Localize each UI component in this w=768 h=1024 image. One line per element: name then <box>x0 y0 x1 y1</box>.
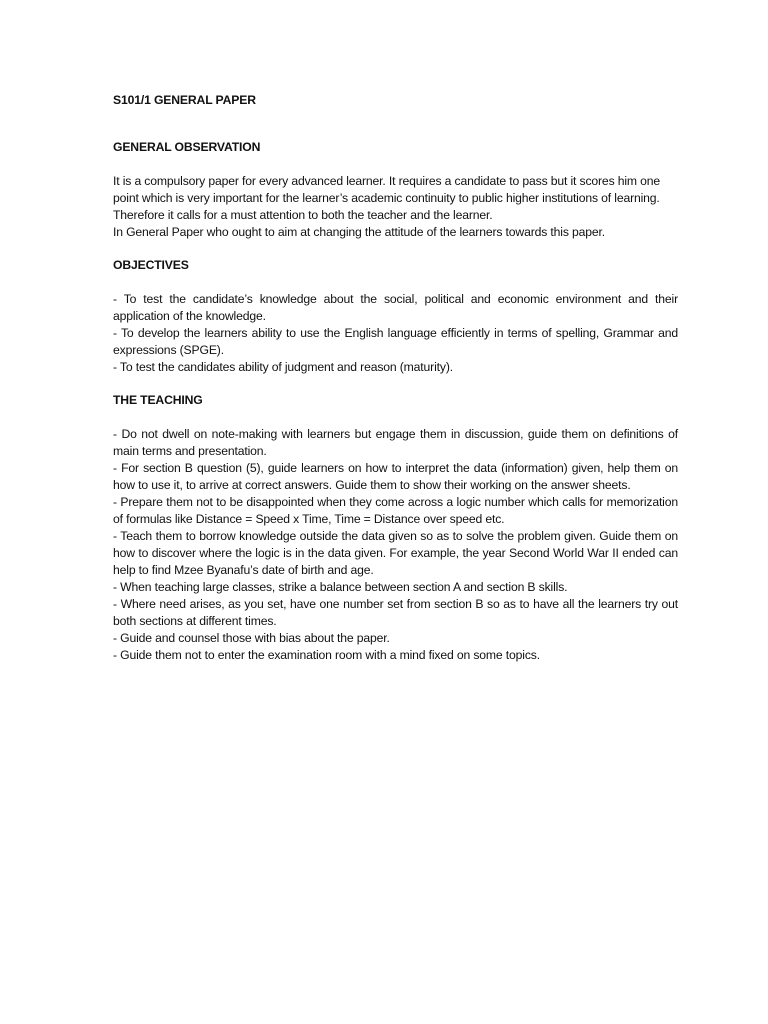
observation-paragraph: In General Paper who ought to aim at changing the attitude of the learners towards this paper. <box>113 225 605 239</box>
observation-paragraph: It is a compulsory paper for every advanced learner. It requires a candidate to pass but it scores him one point which is very important for the learner’s academic continuity to public higher institutions of learning. <box>113 174 661 205</box>
teaching-item: - When teaching large classes, strike a balance between section A and section B skills. <box>113 580 568 594</box>
heading-objectives: OBJECTIVES <box>113 258 189 272</box>
teaching-item: - Where need arises, as you set, have one number set from section B so as to have all the learners try out both sections at different times. <box>113 597 678 628</box>
teaching-item: - Prepare them not to be disappointed when they come across a logic number which calls for memorization of formulas like Distance = Speed x Time, Time = Distance over speed etc. <box>113 495 678 526</box>
document-title: S101/1 GENERAL PAPER <box>113 93 256 107</box>
observation-paragraph: Therefore it calls for a must attention to both the teacher and the learner. <box>113 208 493 222</box>
heading-general-observation: GENERAL OBSERVATION <box>113 140 261 154</box>
heading-the-teaching: THE TEACHING <box>113 393 203 407</box>
teaching-item: - For section B question (5), guide learners on how to interpret the data (information) given, help them on how to use it, to arrive at correct answers. Guide them to show their working on the answer sheets. <box>113 461 678 492</box>
objective-item: - To develop the learners ability to use the English language efficiently in terms of spelling, Grammar and expressions (SPGE). <box>113 326 678 357</box>
objective-item: - To test the candidates ability of judgment and reason (maturity). <box>113 360 453 374</box>
teaching-item: - Guide and counsel those with bias about the paper. <box>113 631 390 645</box>
objective-item: - To test the candidate’s knowledge about the social, political and economic environment and their application of the knowledge. <box>113 292 678 323</box>
teaching-item: - Do not dwell on note-making with learners but engage them in discussion, guide them on definitions of main terms and presentation. <box>113 427 678 458</box>
teaching-item: - Guide them not to enter the examination room with a mind fixed on some topics. <box>113 648 540 662</box>
document-page <box>113 92 678 664</box>
teaching-item: - Teach them to borrow knowledge outside the data given so as to solve the problem given. Guide them on how to discover where the logic is in the data given. For example, the year Second World War II ended can help to find Mzee Byanafu’s date of birth and age. <box>113 529 678 577</box>
